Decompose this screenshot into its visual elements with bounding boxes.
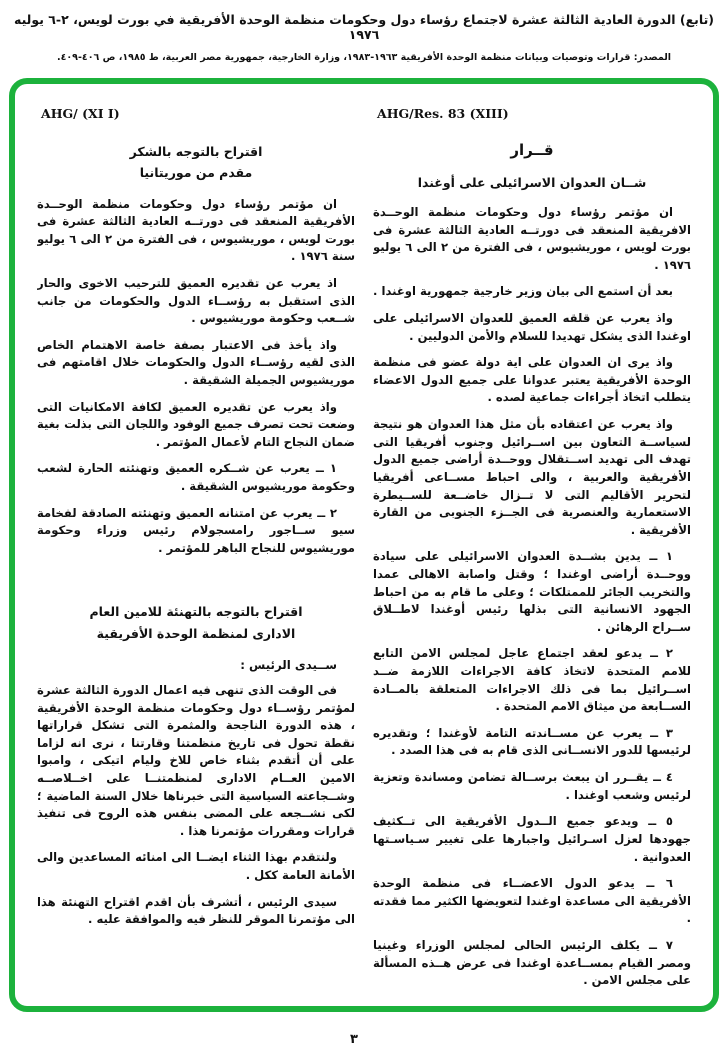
congrats-proposal-title <box>37 601 355 644</box>
thanks-proposal-title-line2: مقدم من موريتانيا <box>139 165 253 181</box>
thanks-paragraph: ان مؤتمر رؤساء دول وحكومات منظمة الوحــدة الأفريقية المنعقد فى دورتــه العادية الثالثة عشرة فى بورت لويس ، موريشيوس ، فى الفترة من ٢ الى ٦ يوليو سنة ١٩٧٦ . <box>37 196 355 264</box>
thanks-clause-1: ١ ــ يعرب عن شــكره العميق وتهنئته الحارة لشعب وحكومة موريشيوس الشقيقة . <box>37 461 355 494</box>
resolution-clause-6: ٦ ــ يدعو الدول الاعضــاء فى منظمة الوحدة الأفريقية الى مساعدة اوغندا لتعويضها الكثير مما فقدته . <box>373 876 691 926</box>
thanks-paragraph: اذ يعرب عن تقديره العميق للترحيب الاخوى والحار الذى استقبل به رؤســاء الدول والحكومات من جانب شــعب وحكومة موريشيوس . <box>37 275 355 326</box>
congrats-proposal-title-line2: الادارى لمنظمة الوحدة الأفريقية <box>96 625 296 641</box>
resolution-clause-2: ٢ ــ يدعو لعقد اجتماع عاجل لمجلس الامن التابع للامم المتحدة لاتخاذ كافة الاجراءات اللازمة ضــد اســرائيل بما فى ذلك الاجراءات المتعلقة بالمــادة الســابعة من ميثاق الامم المتحدة . <box>373 646 691 714</box>
thanks-paragraph: واذ يعرب عن تقديره العميق لكافة الامكانيات التى وضعت تحت تصرف جميع الوفود واللجان التى بذلت بغية ضمان النجاح التام لأعمال المؤتمر . <box>37 399 355 449</box>
document-frame <box>9 78 719 1012</box>
congrats-proposal-title-line1: اقتراح بالتوجه بالتهنئة للامين العام <box>89 604 303 620</box>
page-header <box>0 12 728 63</box>
resolution-paragraph: بعد أن استمع الى بيان وزير خارجية جمهورية اوغندا . <box>373 284 673 299</box>
thanks-clause-2: ٢ ــ يعرب عن امتنانه العميق وتهنئته الصادقة لفخامة سيو ســاجور رامسجولام رئيس وزراء وحكومة موريشيوس للنجاح الباهر للمؤتمر . <box>37 505 355 555</box>
resolution-paragraph: واذ يعرب عن اعتقاده بأن مثل هذا العدوان هو نتيجة لسياســة التعاون بين اســرائيل وجنوب أفريقيا التى تهدف الى تهديد اســتقلال ووحــدة أراضى جميع الدول الأفريقية والعربية ، والى احباط مســاعى أفريقيا لتحرير الأقاليم التى لا تــزال خاضــعة للســيطرة الاستعمارية والعنصرية فى الجــزء الجنوبى من القارة الأفريقية . <box>373 417 691 537</box>
resolution-clause-5: ٥ ــ ويدعو جميع الــدول الأفريقية الى تــكثيف جهودها لعزل اسـرائيل واجبارها على تغيير سـياسـتها العدوانية . <box>373 814 691 864</box>
resolution-clause-3: ٣ ــ يعرب عن مســاندته التامة لأوغندا ؛ وتقديره لرئيسها للدور الانســانى الذى قام به فى هذا الصدد . <box>373 725 691 758</box>
two-column-layout <box>37 98 691 996</box>
thanks-proposal-title-line1: اقتراح بالتوجه بالشكر <box>129 144 263 159</box>
congrats-paragraph: فى الوقت الذى تنهى فيه اعمال الدورة الثالثة عشرة لمؤتمر رؤســاء دول وحكومات منظمة الوحدة الأفريقية ، هذه الدورة الناجحة والمثمرة التى تشكل قراراتها نقطة تحول فى تاريخ منظمتنا وقارتنا ، نرى انه لزاما على أن أتقدم بثناء خاص للاخ وليام اتيكى ، وامبوا الامين العــام الادارى لمنظمتنــا على اخــلاصــه وشــجاعته السياسية التى خبرناها خلال السنة الماضية ؛ لكى نشــجعه على المضى بنفس هذه الروح فى تنفيذ قرارات ومقررات مؤتمرنا هذا . <box>37 682 355 838</box>
resolution-column <box>373 98 691 996</box>
thanks-paragraph: واذ يأخذ فى الاعتبار بصفة خاصة الاهتمام الخاص الذى لقيه رؤســاء الدول والحكومات خلال اقامتهم فى موريشيوس الجميلة الشقيقة . <box>37 337 355 387</box>
resolution-subtitle: شــان العدوان الاسرائيلى على أوغندا <box>417 175 647 190</box>
congrats-paragraph: سيدى الرئيس ، أتشرف بأن اقدم اقتراح التهنئة هذا الى مؤتمرنا الموقر للنظر فيه والموافقة عليه . <box>37 894 355 927</box>
resolution-paragraph: واذ يعرب عن قلقه العميق للعدوان الاسرائيلى على اوغندا الذى يشكل تهديدا للسلام والأمن الدوليين . <box>373 311 691 343</box>
resolution-clause-1: ١ ــ يدين بشــدة العدوان الاسرائيلى على سيادة ووحــدة أراضى اوغندا ؛ وقتل واصابة الاهالى عمدا والتخريب الجائر للممتلكات ؛ وعلى ما قام به من احباط الجهود الانسانية التى بذلها رئيس أوغندا لاطــلاق ســراح الرهائن . <box>373 549 691 634</box>
resolution-clause-7: ٧ ــ يكلف الرئيس الحالى لمجلس الوزراء وغينيا ومصر القيام بمســاعدة اوغندا فى عرض هــذه المسألة على مجلس الامن . <box>373 937 691 988</box>
resolution-clause-4: ٤ ــ يقــرر ان يبعث برســالة تضامن ومساندة وتعزية لرئيس وشعب اوغندا . <box>373 770 691 802</box>
thanks-proposal-title <box>37 141 355 184</box>
page-number: ٣ <box>350 1032 358 1047</box>
congrats-paragraph: ولنتقدم بهذا الثناء ايضــا الى امنائه المساعدين والى الأمانة العامة ككل . <box>37 850 355 883</box>
proposal-doc-ref: AHG/ (XI I) <box>41 106 120 121</box>
resolution-title: قــرار <box>510 141 554 159</box>
header-source-line: المصدر: قرارات وتوصيات وبيانات منظمة الوحدة الأفريقية ١٩٦٣-١٩٨٣، وزارة الخارجية، جمهورية مصر العربية، ط ١٩٨٥، ص ٤٠٦-٤٠٩. <box>56 52 672 63</box>
header-session-line: (تابع) الدورة العادية الثالثة عشرة لاجتماع رؤساء دول وحكومات منظمة الوحدة الأفريقية في بورت لويس، ٢-٦ يوليه ١٩٧٦ <box>14 12 714 42</box>
proposal-column <box>37 98 355 996</box>
resolution-paragraph: واذ يرى ان العدوان على اية دولة عضو فى منظمة الوحدة الأفريقية يعتبر عدوانا على جميع الدول الاعضاء يتطلب اتخاذ أجراءات جماعية لصده . <box>373 355 691 405</box>
salutation: ســيدى الرئيس : <box>240 657 337 672</box>
resolution-doc-ref: AHG/Res. 83 (XIII) <box>377 106 509 121</box>
resolution-paragraph: ان مؤتمر رؤساء دول وحكومات منظمة الوحــدة الافريقية المنعقد فى دورتــه العادية الثالثة عشرة فى بورت لويس ، موريشيوس ، فى الفترة من ٢ الى ٦ يوليو ١٩٧٦ . <box>373 205 691 272</box>
